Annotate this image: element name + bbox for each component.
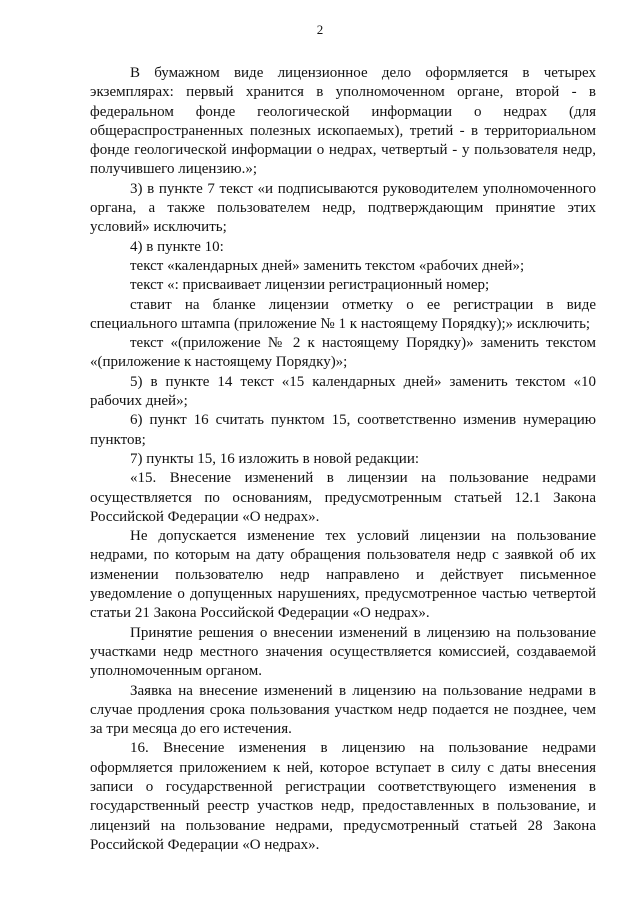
paragraph-item-4-text-3: текст «(приложение № 2 к настоящему Порядку)» заменить текстом «(приложение к настоящему Порядку)»; [90, 335, 596, 371]
paragraph-item-6: 6) пункт 16 считать пунктом 15, соответственно изменив нумерацию пунктов; [90, 412, 596, 448]
paragraph-item-4: 4) в пункте 10: [130, 238, 224, 255]
paragraph-clause-15-commission: Принятие решения о внесении изменений в лицензию на пользование участками недр местного значения осуществляется комиссией, создаваемой уполномоченным органом. [90, 624, 596, 680]
paragraph-clause-15-restriction: Не допускается изменение тех условий лицензии на пользование недрами, по которым на дату обращения пользователя недр с заявкой об их изменении пользователю недр направлено и действует письменное уведомление о допущенных нарушениях, предусмотренное частью четвертой статьи 21 Закона Российской Федерации «О недрах». [90, 528, 596, 622]
paragraph-item-5: 5) в пункте 14 текст «15 календарных дней» заменить текстом «10 рабочих дней»; [90, 373, 596, 410]
paragraph-license-file: В бумажном виде лицензионное дело оформляется в четырех экземплярах: первый хранится в уполномоченном органе, второй - в федеральном фонде геологической информации о недрах (для общераспространенных полезных ископаемых), третий - в территориальном фонде геологической информации о недрах, четвертый - у пользователя недр, получившего лицензию.»; [90, 65, 596, 178]
paragraph-clause-15-extension: Заявка на внесение изменений в лицензию на пользование недрами в случае продления срока пользования участком недр подается не позднее, чем за три месяца до его истечения. [90, 682, 596, 738]
paragraph-clause-16: 16. Внесение изменения в лицензию на пользование недрами оформляется приложением к ней, которое вступает в силу с даты внесения записи о государственной регистрации соответствующего изменения в государственный реестр участков недр, предоставленных в пользование, и лицензий на пользование недрами, предусмотренный статьей 28 Закона Российской Федерации «О недрах». [90, 740, 596, 853]
paragraph-item-4-text-2: текст «: присваивает лицензии регистрационный номер; [130, 277, 490, 294]
document-body [90, 64, 596, 855]
paragraph-item-4-stamp: ставит на бланке лицензии отметку о ее регистрации в виде специального штампа (приложение № 1 к настоящему Порядку);» исключить; [90, 296, 596, 332]
paragraph-item-4-text-1: текст «календарных дней» заменить текстом «рабочих дней»; [130, 257, 525, 274]
paragraph-clause-15: «15. Внесение изменений в лицензии на пользование недрами осуществляется по основаниям, предусмотренным статьей 12.1 Закона Российской Федерации «О недрах». [90, 470, 596, 525]
paragraph-item-3: 3) в пункте 7 текст «и подписываются руководителем уполномоченного органа, а также пользователем недр, подтверждающим принятие этих условий» исключить; [90, 180, 596, 236]
paragraph-item-7: 7) пункты 15, 16 изложить в новой редакции: [130, 450, 420, 467]
page-number: 2 [316, 22, 324, 37]
